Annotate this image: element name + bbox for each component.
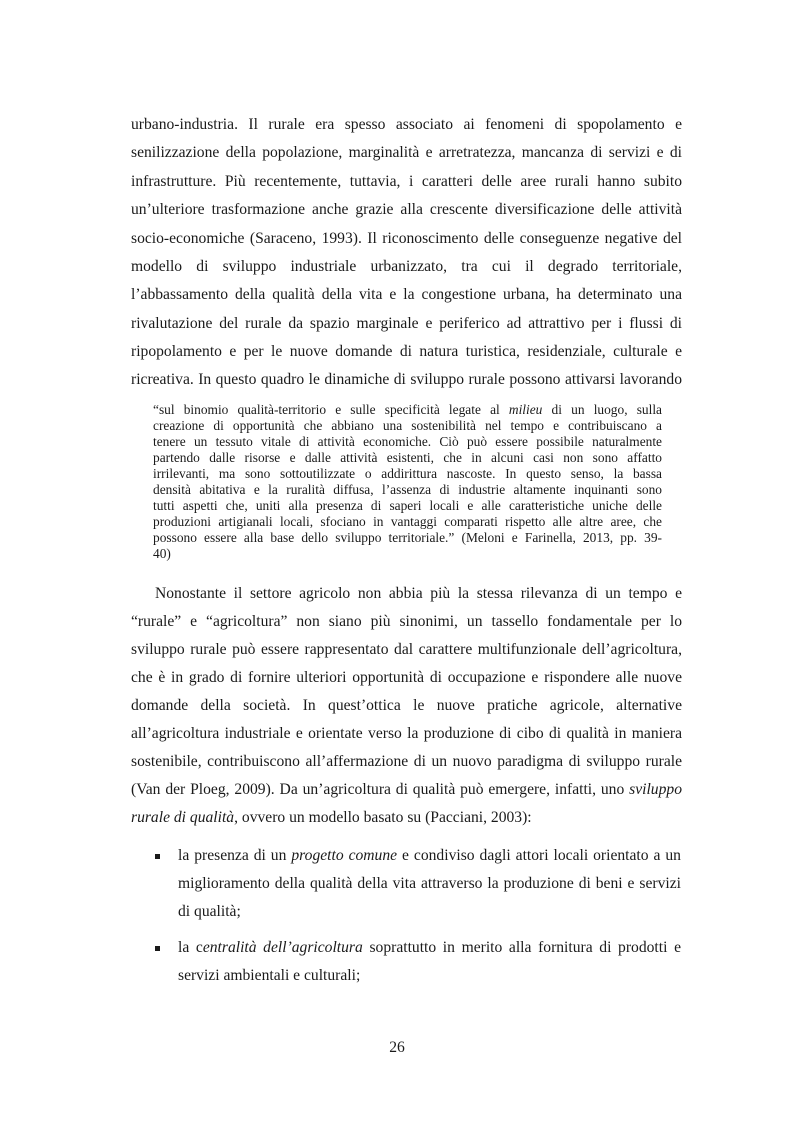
list-line: di qualità; (178, 903, 241, 920)
quote-line: partendo dalle risorse e dalle attività esistenti, che in alcuni casi non sono affatto (153, 450, 662, 465)
quote-line: creazione di opportunità che abbiano una sostenibilità nel tempo e contribuiscano a (153, 418, 662, 433)
quote-line: tenere un tessuto vitale di attività economiche. Ciò può essere possibile naturalmente (153, 434, 662, 449)
text-line: ricreativa. In questo quadro le dinamiche di sviluppo rurale possono attivarsi lavorando (131, 371, 682, 388)
text-line: modello di sviluppo industriale urbanizzato, tra cui il degrado territoriale, (131, 258, 682, 275)
list-line: servizi ambientali e culturali; (178, 967, 361, 984)
italic-term: entralità dell’agricoltura (202, 939, 363, 956)
text-line: sostenibile, contribuiscono all’affermazione di un nuovo paradigma di sviluppo rurale (131, 753, 682, 770)
quote-line: produzioni artigianali locali, sfociano in vantaggi comparati rispetto alle altre aree, che (153, 514, 662, 529)
square-bullet-icon (155, 854, 160, 859)
quote-line: irrilevanti, ma sono sottoutilizzate o addirittura nascoste. In questo senso, la bassa (153, 466, 662, 481)
text-line: rivalutazione del rurale da spazio marginale e periferico ad attrattivo per i flussi di (131, 315, 682, 332)
list-line (178, 846, 681, 866)
italic-term: sviluppo (629, 781, 682, 798)
text-line: infrastrutture. Più recentemente, tuttavia, i caratteri delle aree rurali hanno subito (131, 173, 682, 190)
text-span: soprattutto in merito alla fornitura di prodotti e (362, 939, 682, 956)
text-line: all’agricoltura industriale e orientate verso la produzione di cibo di qualità in maniera (131, 725, 682, 742)
quote-line: tutti aspetti che, uniti alla presenza di saperi locali e alle caratteristiche uniche delle (153, 498, 662, 513)
text-line: socio-economiche (Saraceno, 1993). Il riconoscimento delle conseguenze negative del (131, 230, 682, 247)
text-line: domande della società. In quest’ottica le nuove pratiche agricole, alternative (131, 697, 682, 714)
quote-text: “sul binomio qualità-territorio e sulle specificità legate al (153, 402, 509, 417)
text-line (131, 780, 682, 800)
text-line: senilizzazione della popolazione, marginalità e arretratezza, mancanza di servizi e di (131, 144, 682, 161)
page-number: 26 (389, 1039, 405, 1056)
text-span: e condiviso dagli attori locali orientato a un (397, 847, 681, 864)
list-line (178, 938, 681, 958)
text-span: la c (178, 939, 203, 956)
text-span: la presenza di un (178, 847, 292, 864)
text-line: un’ulteriore trasformazione anche grazie alla crescente diversificazione delle attività (131, 201, 682, 218)
quote-line: possono essere alla base dello sviluppo territoriale.” (Meloni e Farinella, 2013, pp. 39- (153, 530, 662, 545)
text-line: “rurale” e “agricoltura” non siano più sinonimi, un tassello fondamentale per lo (131, 613, 682, 630)
italic-term: rurale di qualità (131, 809, 235, 826)
text-line: urbano-industria. Il rurale era spesso associato ai fenomeni di spopolamento e (131, 116, 682, 133)
italic-term: progetto comune (291, 847, 398, 864)
text-line (131, 808, 682, 828)
text-line: l’abbassamento della qualità della vita e la congestione urbana, ha determinato una (131, 286, 682, 303)
text-line: ripopolamento e per le nuove domande di natura turistica, residenziale, culturale e (131, 343, 682, 360)
text-span: (Van der Ploeg, 2009). Da un’agricoltura di qualità può emergere, infatti, uno (131, 781, 630, 798)
square-bullet-icon (155, 946, 160, 951)
text-span: , ovvero un modello basato su (Pacciani, 2003): (234, 809, 532, 826)
quote-text: di un luogo, sulla (542, 402, 662, 417)
quote-line: 40) (153, 546, 171, 561)
quote-line (153, 402, 662, 418)
quote-italic-term: milieu (508, 402, 543, 417)
list-line: miglioramento della qualità della vita attraverso la produzione di beni e servizi (178, 875, 681, 892)
text-line: Nonostante il settore agricolo non abbia più la stessa rilevanza di un tempo e (155, 585, 682, 602)
text-line: che è in grado di fornire ulteriori opportunità di occupazione e rispondere alle nuove (131, 669, 682, 686)
quote-line: densità abitativa e la ruralità diffusa, l’assenza di industrie altamente inquinanti sono (153, 482, 662, 497)
text-line: sviluppo rurale può essere rappresentato dal carattere multifunzionale dell’agricoltura, (131, 641, 682, 658)
